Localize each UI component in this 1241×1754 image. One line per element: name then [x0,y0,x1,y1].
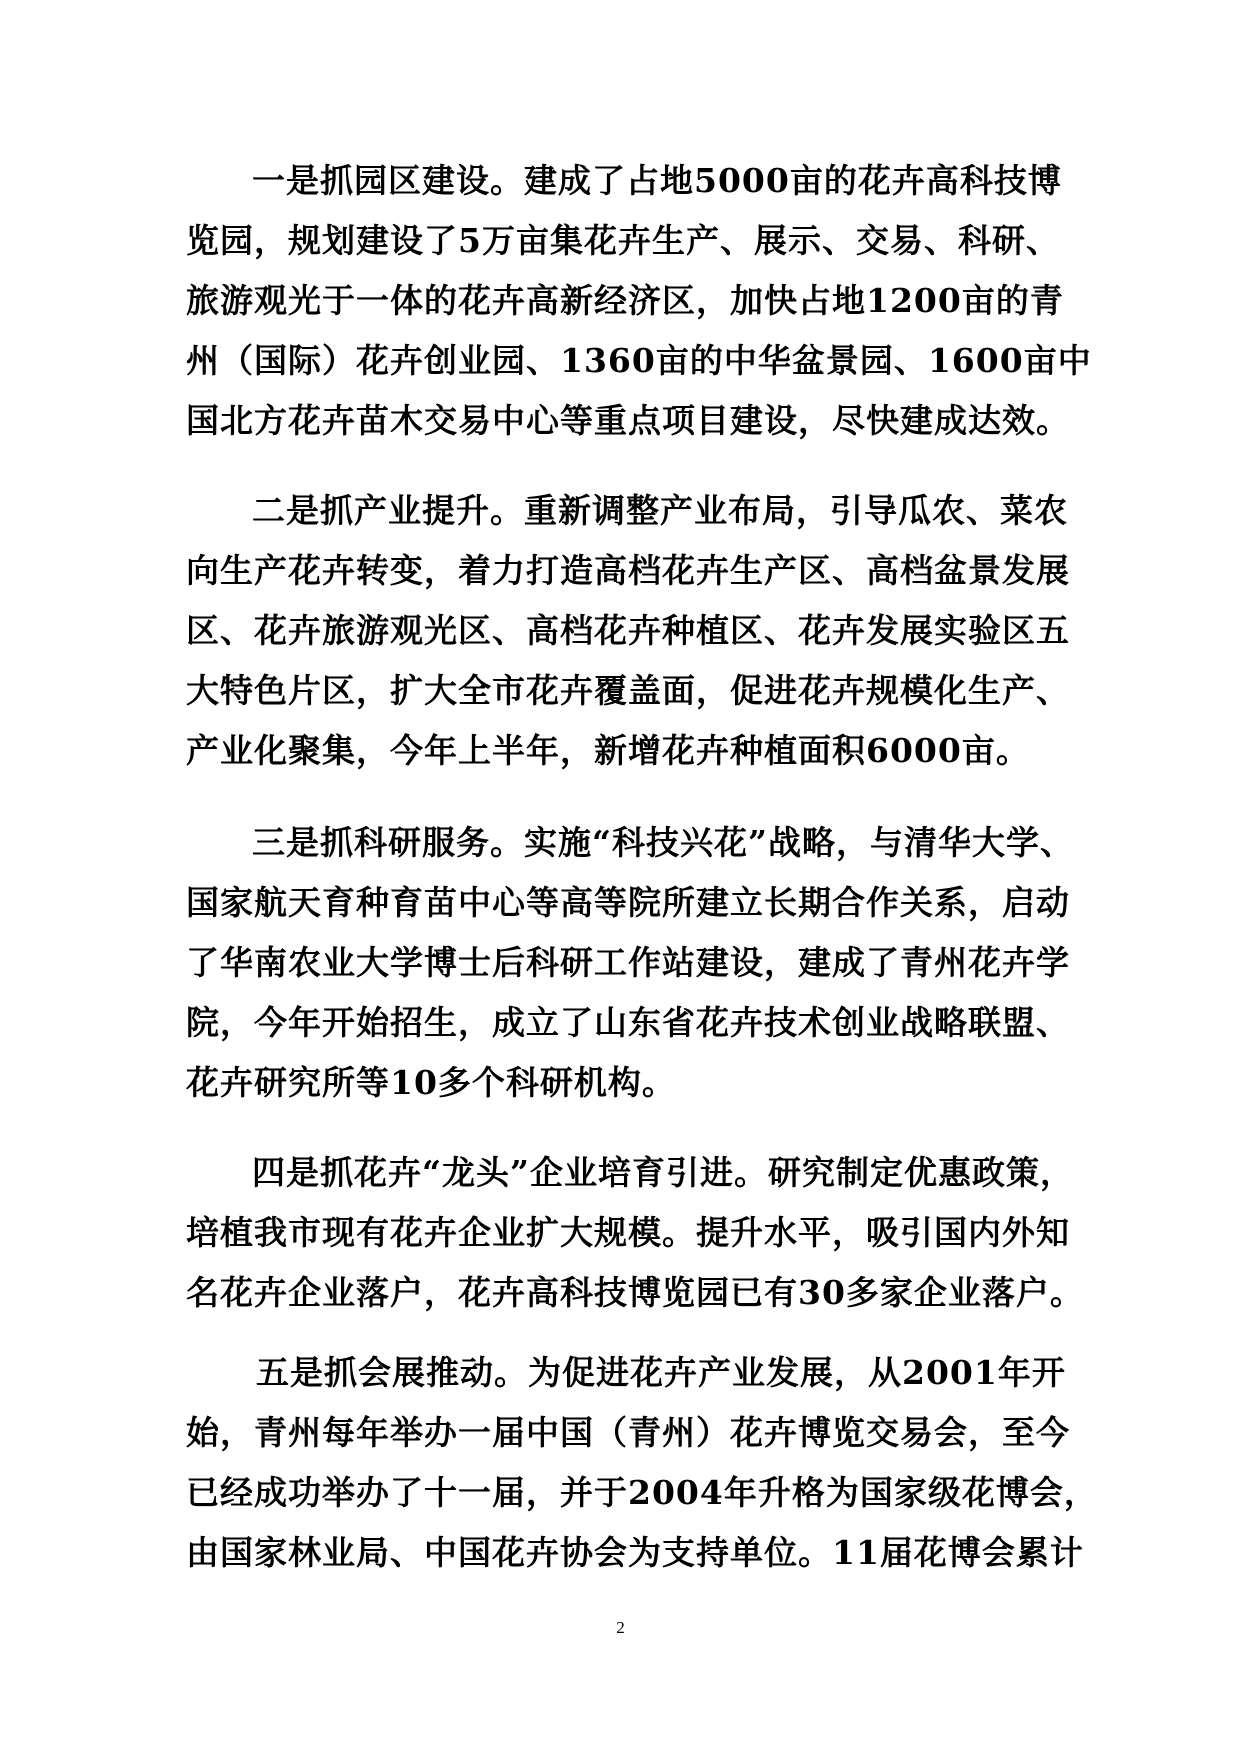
text-line: 产业化聚集，今年上半年，新增花卉种植面积6000亩。 [186,731,1030,770]
text-line: 五是抓会展推动。为促进花卉产业发展，从2001年开 [256,1353,1066,1392]
text-line: 州（国际）花卉创业园、1360亩的中华盆景园、1600亩中 [186,341,1092,380]
text-line: 国北方花卉苗木交易中心等重点项目建设，尽快建成达效。 [186,401,1070,440]
page-number: 2 [616,1618,625,1637]
text-line: 旅游观光于一体的花卉高新经济区，加快占地1200亩的青 [186,281,1064,320]
text-line: 国家航天育种育苗中心等高等院所建立长期合作关系，启动 [186,883,1070,922]
text-line: 向生产花卉转变，着力打造高档花卉生产区、高档盆景发展 [186,551,1070,590]
text-line: 已经成功举办了十一届，并于2004年升格为国家级花博会， [186,1473,1098,1512]
text-line: 区、花卉旅游观光区、高档花卉种植区、花卉发展实验区五 [186,611,1070,650]
text-line: 院，今年开始招生，成立了山东省花卉技术创业战略联盟、 [186,1003,1070,1042]
text-line: 由国家林业局、中国花卉协会为支持单位。11届花博会累计 [186,1533,1084,1572]
text-line: 四是抓花卉“龙头”企业培育引进。研究制定优惠政策， [252,1153,1074,1192]
text-line: 培植我市现有花卉企业扩大规模。提升水平，吸引国内外知 [186,1213,1070,1252]
text-line: 大特色片区，扩大全市花卉覆盖面，促进花卉规模化生产、 [186,671,1070,710]
text-line: 始，青州每年举办一届中国（青州）花卉博览交易会，至今 [186,1413,1070,1452]
text-line: 花卉研究所等10多个科研机构。 [186,1063,676,1102]
text-line: 二是抓产业提升。重新调整产业布局，引导瓜农、菜农 [252,491,1068,530]
text-line: 三是抓科研服务。实施“科技兴花”战略，与清华大学、 [252,823,1074,862]
text-line: 一是抓园区建设。建成了占地5000亩的花卉高科技博 [252,161,1062,200]
text-line: 了华南农业大学博士后科研工作站建设，建成了青州花卉学 [186,943,1070,982]
text-line: 名花卉企业落户，花卉高科技博览园已有30多家企业落户。 [186,1273,1084,1312]
text-line: 览园，规划建设了5万亩集花卉生产、展示、交易、科研、 [186,221,1060,260]
